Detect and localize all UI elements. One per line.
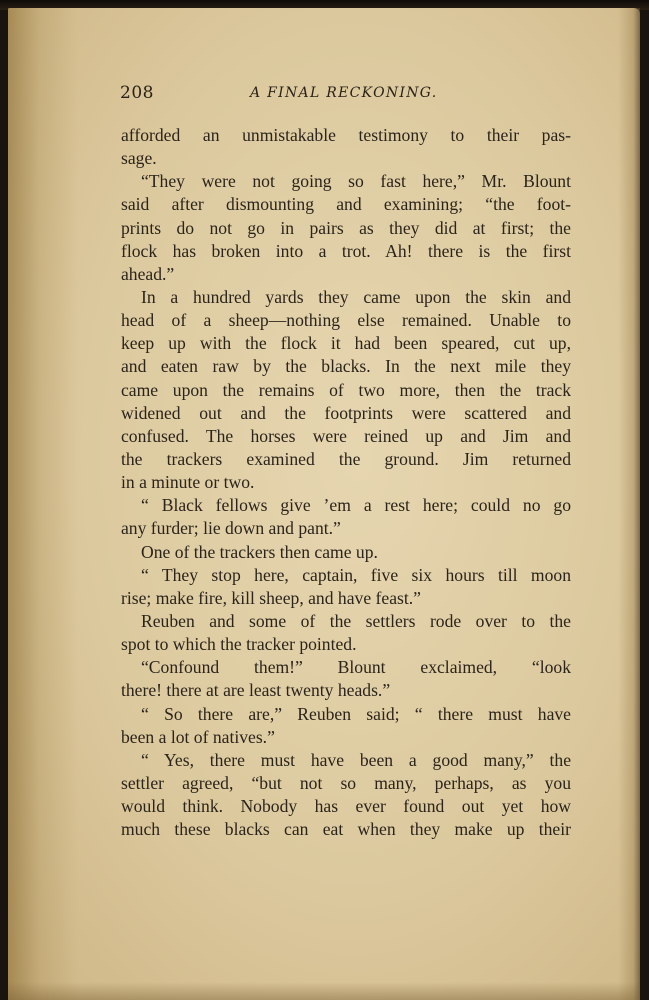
text-line: widened out and the footprints were scattered and: [121, 402, 571, 423]
text-line: spot to which the tracker pointed.: [121, 634, 357, 655]
text-line: “ Yes, there must have been a good many,” the: [141, 749, 571, 770]
text-line: confused. The horses were reined up and Jim and: [121, 425, 571, 446]
page-header: [120, 83, 580, 109]
text-line: “Confound them!” Blount exclaimed, “look: [141, 657, 571, 678]
gutter-shadow: [8, 8, 78, 1000]
text-line: flock has broken into a trot. Ah! there is the first: [121, 240, 571, 261]
text-line: Reuben and some of the settlers rode over to the: [141, 610, 571, 631]
text-line: the trackers examined the ground. Jim returned: [121, 448, 571, 469]
text-line: One of the trackers then came up.: [141, 541, 378, 562]
text-line: “ Black fellows give ’em a rest here; could no go: [141, 495, 571, 516]
text-line: any furder; lie down and pant.”: [121, 518, 341, 539]
bottom-page-edge: [8, 982, 640, 1000]
text-line: head of a sheep—nothing else remained. Unable to: [121, 310, 571, 331]
text-line: been a lot of natives.”: [121, 726, 275, 747]
text-line: In a hundred yards they came upon the skin and: [141, 286, 571, 307]
text-line: “They were not going so fast here,” Mr. Blount: [141, 171, 571, 192]
text-line: ahead.”: [121, 263, 175, 284]
text-line: “ So there are,” Reuben said; “ there must have: [141, 703, 571, 724]
text-line: would think. Nobody has ever found out yet how: [121, 796, 571, 817]
running-head: A FINAL RECKONING.: [250, 85, 438, 101]
outer-page-edge: [618, 8, 640, 1000]
text-line: said after dismounting and examining; “the foot-: [121, 194, 571, 215]
body-text: [121, 124, 571, 841]
page-number: 208: [120, 83, 154, 103]
text-line: rise; make fire, kill sheep, and have feast.”: [121, 587, 421, 608]
text-line: afforded an unmistakable testimony to their pas-: [121, 125, 571, 145]
text-line: there! there at are least twenty heads.”: [121, 680, 391, 701]
text-line: and eaten raw by the blacks. In the next mile they: [121, 356, 571, 377]
text-line: prints do not go in pairs as they did at first; the: [121, 217, 571, 238]
text-line: sage.: [121, 148, 157, 169]
text-line: in a minute or two.: [121, 472, 255, 493]
text-line: much these blacks can eat when they make up their: [121, 819, 571, 840]
text-line: came upon the remains of two more, then the track: [121, 379, 571, 400]
text-line: keep up with the flock it had been speared, cut up,: [121, 333, 571, 354]
text-line: settler agreed, “but not so many, perhaps, as you: [121, 772, 571, 793]
text-line: “ They stop here, captain, five six hours till moon: [141, 564, 571, 585]
